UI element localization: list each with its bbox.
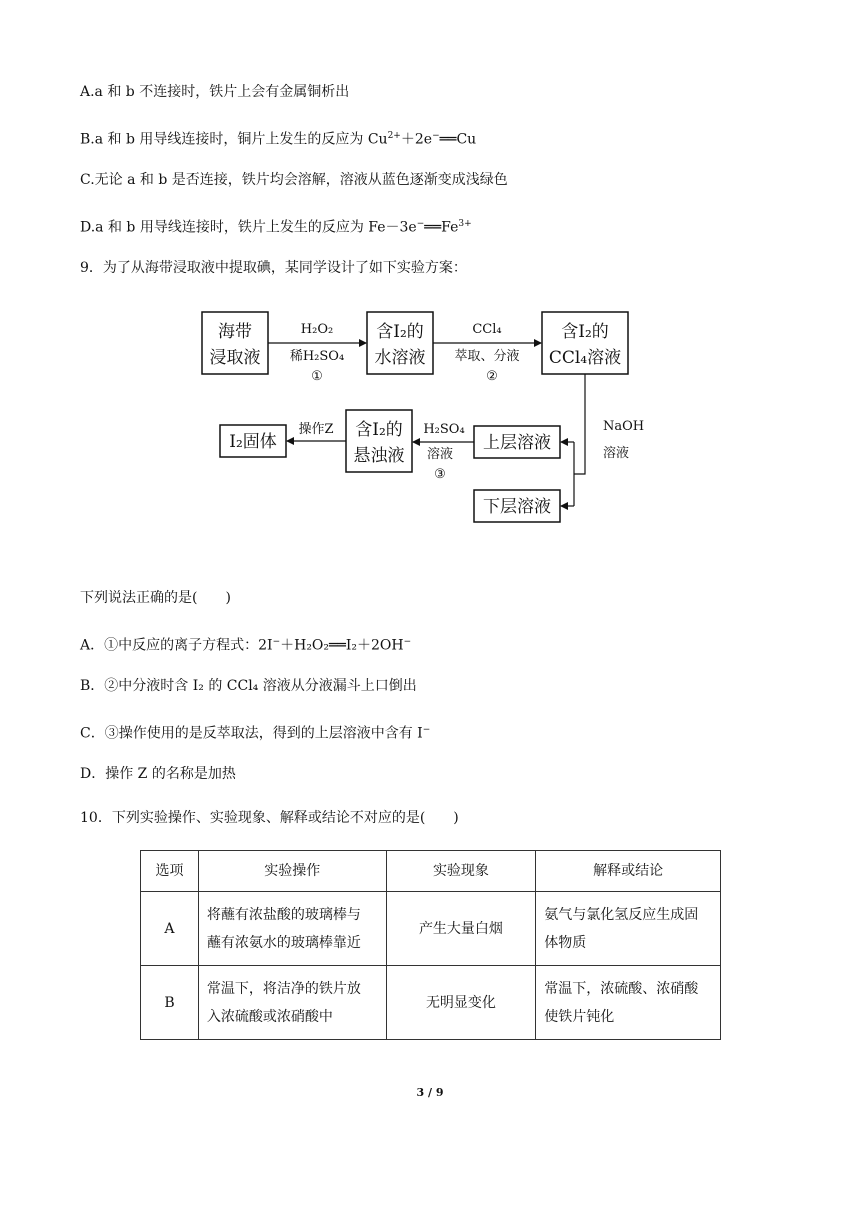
q9-option-d: D．操作 Z 的名称是加热	[80, 766, 236, 782]
header-conclusion: 解释或结论	[536, 851, 721, 892]
arrow2-reagent-top: CCl₄	[472, 322, 502, 337]
experiment-table	[140, 850, 721, 1040]
q10-stem: 10．下列实验操作、实验现象、解释或结论不对应的是( )	[80, 810, 459, 826]
q8-option-b	[80, 126, 476, 150]
arrow3-reagent-top: H₂SO₄	[423, 422, 465, 437]
cell-text-line: 常温下，浓硫酸、浓硝酸	[544, 980, 699, 997]
arrow3-reagent-bottom: 溶液	[426, 447, 454, 462]
superscript: 2+	[387, 131, 401, 141]
cell-text-line: 蘸有浓氨水的玻璃棒靠近	[206, 934, 361, 951]
box5-label: I₂固体	[229, 432, 277, 452]
table-header-row	[141, 851, 721, 892]
q8-option-d	[80, 214, 472, 238]
box3-line1: 含I₂的	[561, 322, 609, 342]
q8-option-b-text: ══Cu	[439, 131, 477, 148]
box2-line1: 含I₂的	[376, 322, 424, 342]
q8-option-d-text: ══Fe	[424, 219, 459, 236]
q8-option-b-text: B.a 和 b 用导线连接时，铜片上发生的反应为 Cu	[80, 131, 388, 148]
table-row	[141, 966, 721, 1040]
q8-option-c: C.无论 a 和 b 是否连接，铁片均会溶解，溶液从蓝色逐渐变成浅绿色	[80, 172, 508, 188]
cell-text-line: 使铁片钝化	[544, 1008, 615, 1025]
box-lower-label: 下层溶液	[483, 497, 551, 517]
cell-phenomenon: 无明显变化	[386, 966, 536, 1040]
q9-option-a-text: A．①中反应的离子方程式：2I	[80, 637, 273, 654]
q9-stem: 9．为了从海带浸取液中提取碘，某同学设计了如下实验方案：	[80, 260, 467, 276]
cell-text-line: 氨气与氯化氢反应生成固	[544, 906, 699, 923]
header-option: 选项	[141, 851, 199, 892]
cell-option: B	[141, 966, 199, 1040]
box2-line2: 水溶液	[374, 348, 426, 368]
arrow2-reagent-bottom: 萃取、分液	[454, 349, 520, 364]
box-upper-label: 上层溶液	[483, 433, 551, 453]
cell-option: A	[141, 892, 199, 966]
q9-option-c	[80, 720, 430, 744]
superscript: −	[422, 725, 431, 735]
arrow-naoh-branch	[574, 374, 585, 474]
header-phenomenon: 实验现象	[386, 851, 536, 892]
q9-question: 下列说法正确的是( )	[80, 590, 231, 606]
superscript: −	[272, 637, 281, 647]
naoh-label-line2: 溶液	[603, 446, 630, 461]
cell-text-line: 入浓硫酸或浓硝酸中	[206, 1008, 333, 1025]
cell-operation	[198, 966, 386, 1040]
q9-option-c-text: C．③操作使用的是反萃取法，得到的上层溶液中含有 I	[80, 725, 423, 742]
superscript: −	[403, 637, 412, 647]
arrow1-step-number: ①	[311, 369, 323, 384]
q8-option-d-text: D.a 和 b 用导线连接时，铁片上发生的反应为 Fe－3e	[80, 219, 417, 236]
box1-line1: 海带	[218, 322, 252, 342]
cell-text-line: 将蘸有浓盐酸的玻璃棒与	[206, 906, 361, 923]
cell-text-line: 常温下，将洁净的铁片放	[206, 980, 361, 997]
iodine-extraction-flowchart	[0, 300, 860, 530]
cell-text-line: 体物质	[544, 934, 587, 951]
superscript: −	[432, 131, 440, 141]
q8-option-b-text: ＋2e	[400, 131, 433, 148]
box4-line1: 含I₂的	[355, 420, 403, 440]
box4-line2: 悬浊液	[353, 446, 405, 466]
q9-option-b: B．②中分液时含 I₂ 的 CCl₄ 溶液从分液漏斗上口倒出	[80, 678, 417, 694]
arrow1-reagent-bottom: 稀H₂SO₄	[289, 349, 345, 364]
page-number: 3 / 9	[416, 1086, 444, 1099]
superscript: 3+	[458, 219, 472, 229]
arrow2-step-number: ②	[486, 369, 498, 384]
superscript: −	[416, 219, 425, 229]
arrow3-step-number: ③	[434, 467, 446, 482]
table-row	[141, 892, 721, 966]
q9-option-a-text: ＋H₂O₂══I₂＋2OH	[280, 637, 404, 654]
box3-line2: CCl₄溶液	[548, 348, 622, 368]
cell-conclusion	[536, 966, 721, 1040]
cell-operation	[198, 892, 386, 966]
box1-line2: 浸取液	[209, 348, 261, 368]
cell-conclusion	[536, 892, 721, 966]
arrow1-reagent-top: H₂O₂	[300, 322, 334, 337]
cell-phenomenon: 产生大量白烟	[386, 892, 536, 966]
arrow4-operation-label: 操作Z	[298, 422, 334, 437]
naoh-label-line1: NaOH	[603, 419, 645, 434]
q8-option-a: A.a 和 b 不连接时，铁片上会有金属铜析出	[80, 84, 350, 100]
header-operation: 实验操作	[198, 851, 386, 892]
q9-option-a	[80, 632, 411, 656]
